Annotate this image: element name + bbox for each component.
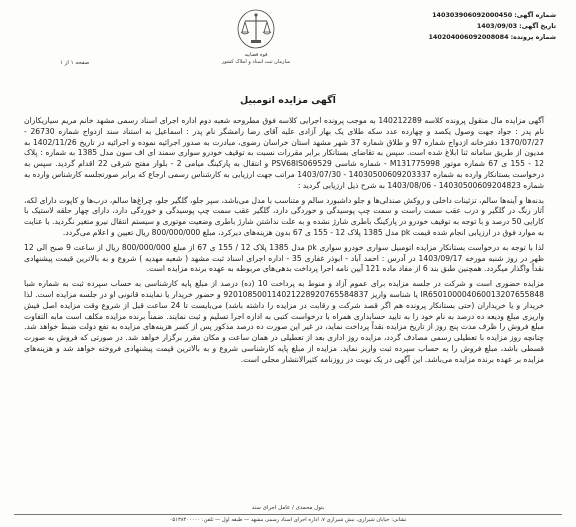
case-number-label: شماره پرونده: [510, 33, 556, 41]
paragraph-case-details: آگهی مزایده مال منقول پرونده کلاسه 140212289 به موجب پرونده اجرایی کلاسه فوق مطروحه شعبه دوم اداره اجرای اسناد رسمی مشهد خانم مریم سیاریکاران نام پدر : جواد جهت وصول یکصد و چهارده عدد سکه طلای یک بهار آزادی علیه آقای رضا رامشگر نام پدر : اسماعیل به استناد سند ازدواج شماره 26730 - 1370/07/27 دفترخانه ازدواج شماره 97 و طلاق شماره 37 شهر مشهد استان خراسان رضوی، مبادرت به صدور اجرائیه نموده و اجرائیه در تاریخ 1402/11/26 به مدیون از طریق سامانه ثنا ابلاغ شده است. سپس به تقاضای بستانکار برابر مقررات نسبت به توقیف خودرو سواری سمند ای اف سون مدل 1385 به شماره : پلاک 12 - 155 ی 67 شماره موتور M131775998 - شماره شاسی PSV68IS069529 و انتقال به پارکینگ میامی 2 - بلوار مفتح شرقی 22 اقدام گردید. سپس به درخواست بستانکار وارده به شماره 14030500609203337 - 1403/07/30 مراتب جهت ارزیابی به کارشناس رسمی ارجاع که برابر صورتجلسه کارشناس وارده به شماره 14030500609204823 - 1403/08/06 به شرح ذیل ارزیابی گردید : [24, 116, 544, 190]
page-number: صفحه ۱ از ۱ [60, 60, 90, 66]
notice-meta [366, 10, 556, 43]
notice-date-label: تاریخ آگهی: [519, 22, 556, 30]
emblem-caption [210, 52, 302, 66]
notice-title: آگهی مزایده اتومبیل [240, 95, 336, 106]
notice-number-label: شماره آگهی: [514, 11, 556, 19]
paragraph-auction-terms: مزایده حضوری است و شرکت در جلسه مزایده برای عموم آزاد و منوط به پرداخت 10 (ده) درصد از مبلغ پایه کارشناسی به حساب سپرده ثبت به شماره شبا IR650100004060013207655848 یا شناسه واریز 920108500114021228920765584837 و حضور خریدار یا نماینده قانونی او در جلسه مزایده است. لذا خریدار و یا خریداران (حتی بستانکار پرونده هم اگر قصد شرکت و رقابت در مزایده را داشته باشد) می‌بایست تا 24 ساعت قبل از شروع وقت مزایده اصل فیش واریزی مبلغ ودیعه ده درصد به نام خود را به تایید حسابداری همراه با درخواست کتبی به اداره اجرا تسلیم و ثبت نمایند. ضمناً برنده مزایده مکلف است مابه التفاوت مبلغ فروش را ظرف مدت پنج روز از تاریخ مزایده نقداً پرداخت نماید، در غیر این صورت ده درصد مذکور پس از کسر هزینه‌های مزایده به نفع دولت ضبط خواهد شد. چنانچه روز مزایده با تعطیلی رسمی مصادف گردد، مزایده روز اداری بعد از تعطیلی در همان ساعت و مکان مقرر برگزار خواهد شد. در صورتی که فروش به صورت قسطی باشد، مبلغ فروش را به حساب سپرده ثبت واریز نماید. مزایده از مبلغ پایه کارشناسی شروع و به بالاترین قیمت پیشنهادی فروخته خواهد شد و هزینه‌های مزایده بر عهده برنده مزایده می‌باشد. این آگهی در یک نوبت در روزنامه کثیرالانتشار محلی است. [24, 279, 544, 364]
notice-header [14, 6, 562, 76]
page-footer: نشانی: خیابان شیرازی، نبش شیرازی ۷، اداره اجرای اسناد رسمی مشهد — طبقه اول — تلفن: ۰۵۱۳۸۴۰۰۰۰۰ [14, 514, 562, 523]
judiciary-emblem-icon [236, 8, 276, 50]
case-number-value: 140204006092008084 [428, 33, 509, 41]
paragraph-auction-time-place: لذا با توجه به درخواست بستانکار مزایده اتومبیل سواری خودرو سواری pk مدل 1385 پلاک 12 / 155 ی 67 از مبلغ 800/000/000 ریال از ساعت 9 صبح الی 12 ظهر در روز شنبه مورخه 1403/09/17 در آدرس : احمد آباد - ابوذر غفاری 35 - اداره اجرای اسناد ثبت مشهد ( شعبه مهدیه ) شروع و به بالاترین قیمت پیشنهادی نقداً واگذار میگردد. همچنین طبق بند 6 از مفاد ماده 121 آیین نامه اجرا پرداخت بدهی‌های مربوطه به عهده برنده مزایده است. [24, 242, 545, 274]
notice-number-row [366, 10, 556, 21]
paragraph-vehicle-condition: بدنه‌ها و آینه‌ها سالم، تزئینات داخلی و روکش صندلی‌ها و جلو داشبورد سالم و متناسب با مدل می‌باشد، سپر جلو، گلگیر جلو، چراغ‌ها سالم، درب‌ها و کاپوت دارای لکه، آثار رنگ در گلگیر و درب عقب سمت راست و سمت چپ پوسیدگی و خوردگی دارد، گلگیر عقب سمت چپ پوسیدگی و خوردگی دارد، دارای چهار حلقه لاستیک با کارایی 50 درصد و با توجه به توقیف خودرو در پارکینگ باطری شارژ نشده و به علت نداشتن شارژ باطری وضعیت موتوری و سیستم انتقال نیرو متغیر نگردید. با عنایت به موارد فوق در ارزیابی انجام شده قیمت pk مدل 1385 پلاک 12 - 155 ی 67 بدون هزینه‌های دیرکرد، مبلغ 800/000/000 ریال تعیین و اعلام می‌گردد. [24, 195, 545, 237]
notice-date-row [366, 21, 556, 32]
notice-number-value: 140303906092000450 [432, 11, 513, 19]
case-number-row [366, 32, 556, 43]
notice-body [14, 116, 562, 366]
signature-line: بتول محمدی / عامل اجرای سند [251, 505, 325, 511]
emblem-caption-line1: قوه قضاییه [244, 52, 268, 58]
emblem-caption-line2: سازمان ثبت اسناد و املاک کشور [221, 59, 291, 65]
notice-date-value: 1403/09/03 [476, 22, 518, 30]
